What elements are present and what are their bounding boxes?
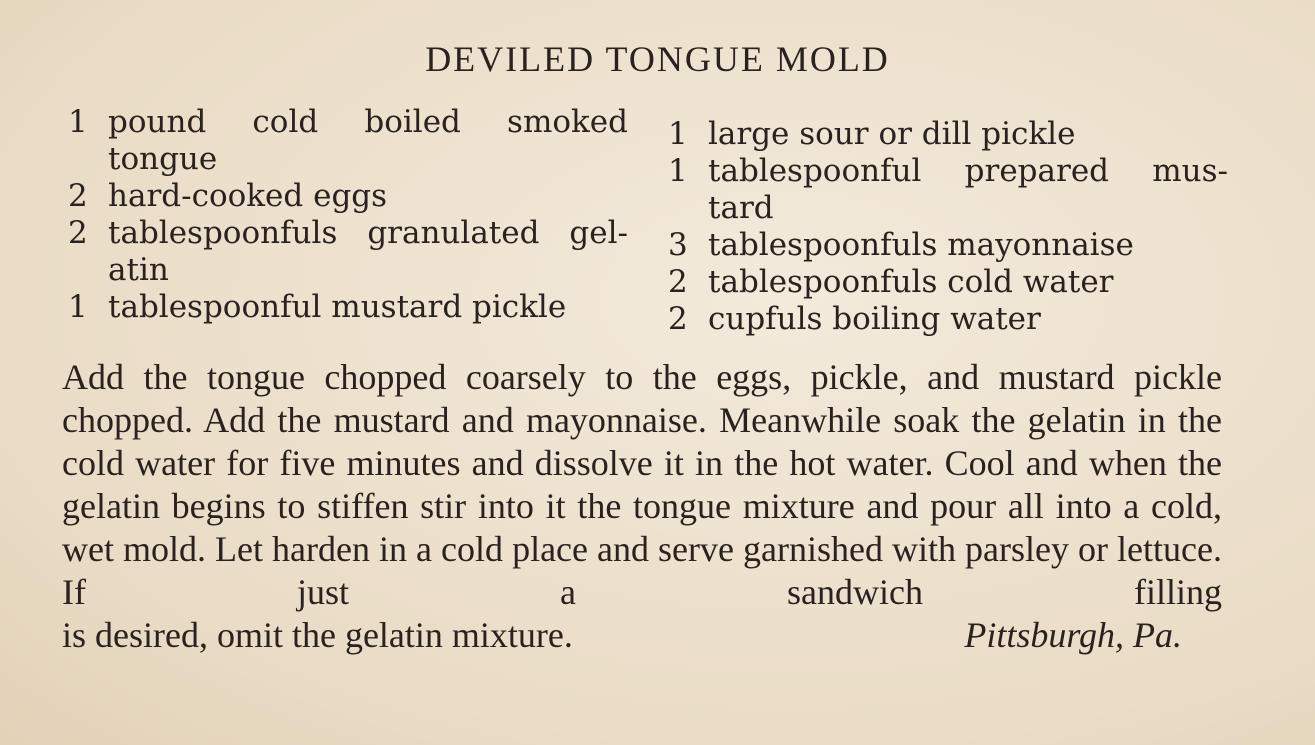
ingredient-quantity: 2: [68, 215, 88, 251]
ingredient-item: [68, 215, 628, 289]
ingredient-item: [668, 264, 1228, 301]
ingredient-item: [68, 104, 628, 178]
ingredient-text: cupfuls boiling water: [708, 301, 1041, 337]
ingredient-item: [68, 289, 628, 326]
recipe-title: DEVILED TONGUE MOLD: [425, 39, 890, 79]
ingredient-text: hard-cooked eggs: [108, 178, 388, 214]
ingredient-quantity: 1: [68, 289, 88, 325]
method-paragraph: [62, 356, 1222, 657]
ingredient-quantity: 1: [668, 153, 688, 189]
recipe-credit: Pittsburgh, Pa.: [964, 615, 1182, 655]
ingredient-text: tablespoonfuls granulated gel-: [108, 215, 628, 251]
ingredient-item: [668, 116, 1228, 153]
ingredient-item: [668, 227, 1228, 264]
ingredients-left-column: [68, 104, 628, 326]
method-text-end: is desired, omit the gelatin mixture.: [62, 615, 573, 655]
ingredient-text-continued: atin: [108, 252, 169, 288]
ingredient-quantity: 2: [668, 301, 688, 337]
ingredient-text: large sour or dill pickle: [708, 116, 1076, 152]
method-final-line: [62, 614, 1222, 657]
ingredient-quantity: 2: [668, 264, 688, 300]
ingredient-item: [68, 178, 628, 215]
ingredient-text: tablespoonful mustard pickle: [108, 289, 567, 325]
ingredient-text-continued: tard: [708, 190, 774, 226]
ingredient-quantity: 1: [668, 116, 688, 152]
method-text: Add the tongue chopped coarsely to the eggs, pickle, and mustard pickle chopped. Add the mustard and mayonnaise. Meanwhile soak the gelatin in the cold water for five minutes and dissolve it in the hot water. Cool and when the gelatin begins to stiffen stir into it the tongue mixture and pour all into a cold, wet mold. Let harden in a cold place and serve garnished with parsley or lettuce. If just a sandwich filling: [62, 357, 1222, 612]
ingredient-item: [668, 301, 1228, 338]
ingredient-text-continued: tongue: [108, 141, 218, 177]
ingredient-quantity: 1: [68, 104, 88, 140]
ingredient-text: tablespoonfuls cold water: [708, 264, 1114, 300]
ingredient-text: pound cold boiled smoked: [108, 104, 628, 140]
ingredient-item: [668, 153, 1228, 227]
ingredient-text: tablespoonfuls mayonnaise: [708, 227, 1134, 263]
ingredient-quantity: 3: [668, 227, 688, 263]
ingredient-text: tablespoonful prepared mus-: [708, 153, 1228, 189]
ingredients-right-column: [668, 116, 1228, 338]
ingredient-quantity: 2: [68, 178, 88, 214]
